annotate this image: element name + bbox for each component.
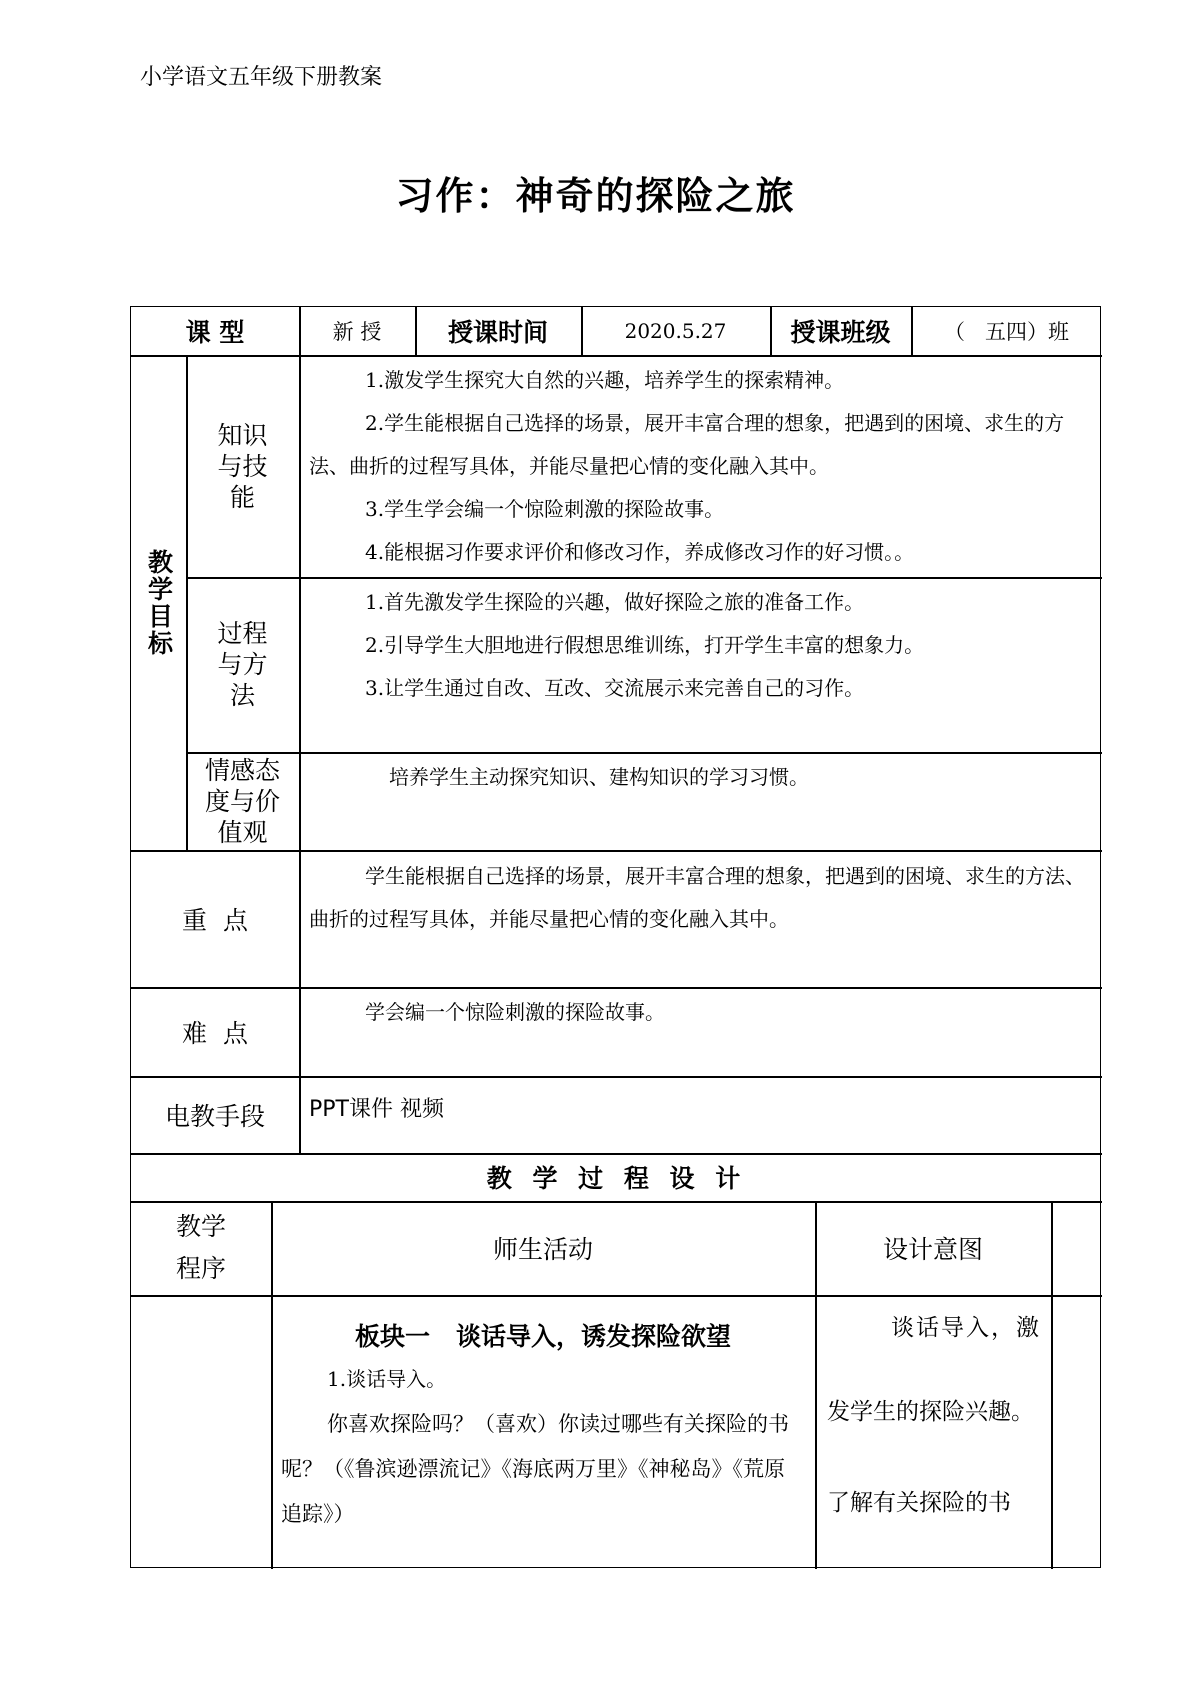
objectives-label: 教学目标	[144, 548, 174, 657]
difficulty-label: 难 点	[182, 1018, 248, 1048]
key-point-label: 重 点	[182, 905, 248, 935]
emotion-content	[299, 756, 1102, 799]
process-item: 3.让学生通过自改、互改、交流展示来完善自己的习作。	[365, 676, 865, 700]
block1-paragraph: 你喜欢探险吗？（喜欢）你读过哪些有关探险的书呢？（《鲁滨逊漂流记》《海底两万里》《神秘岛》《荒原追踪》）	[281, 1412, 789, 1526]
type-value: 新 授	[332, 320, 382, 344]
process-label: 过程与方法	[217, 619, 268, 710]
col-sequence-header: 教学程序	[175, 1212, 226, 1283]
time-value: 2020.5.27	[624, 319, 727, 343]
emotion-label: 情感态度与价值观	[204, 755, 280, 847]
knowledge-content	[299, 359, 1102, 574]
knowledge-item: 1.激发学生探究大自然的兴趣，培养学生的探索精神。	[365, 368, 845, 392]
block1-intent-line: 了解有关探险的书	[827, 1490, 1011, 1516]
class-label: 授课班级	[790, 318, 891, 347]
document-title: 习作：神奇的探险之旅	[395, 174, 796, 218]
difficulty-text: 学会编一个惊险刺激的探险故事。	[365, 1000, 665, 1024]
col-intent-header: 设计意图	[882, 1235, 983, 1264]
block1-intent-line: 谈话导入，激	[891, 1315, 1041, 1341]
block1-heading: 板块一 谈话导入，诱发探险欲望	[354, 1322, 732, 1351]
lesson-plan-table	[130, 306, 1101, 1568]
process-content	[299, 581, 1102, 710]
knowledge-item: 3.学生学会编一个惊险刺激的探险故事。	[365, 497, 725, 521]
process-design-title: 教 学 过 程 设 计	[486, 1164, 747, 1193]
emotion-text: 培养学生主动探究知识、建构知识的学习习惯。	[389, 765, 809, 789]
process-item: 2.引导学生大胆地进行假想思维训练，打开学生丰富的想象力。	[365, 633, 925, 657]
media-content: PPT课件 视频	[309, 1096, 444, 1122]
block1-intent-line: 发学生的探险兴趣。	[827, 1399, 1034, 1425]
block1-activity	[271, 1317, 815, 1537]
col-activity-header: 师生活动	[492, 1235, 593, 1264]
knowledge-item: 2.学生能根据自己选择的场景，展开丰富合理的想象，把遇到的困境、求生的方法、曲折的过程写具体，并能尽量把心情的变化融入其中。	[309, 411, 1065, 478]
block1-intent	[815, 1303, 1051, 1517]
time-label: 授课时间	[447, 318, 548, 347]
process-item: 1.首先激发学生探险的兴趣，做好探险之旅的准备工作。	[365, 590, 865, 614]
page-header: 小学语文五年级下册教案	[140, 65, 383, 90]
key-point-content	[299, 855, 1102, 941]
type-label: 课 型	[185, 318, 245, 347]
knowledge-label: 知识与技能	[217, 420, 268, 512]
knowledge-item: 4.能根据习作要求评价和修改习作，养成修改习作的好习惯。。	[365, 540, 915, 564]
media-label: 电教手段	[164, 1101, 265, 1131]
difficulty-content	[299, 991, 1102, 1034]
class-value: （ 五四）班	[943, 320, 1070, 344]
key-point-text: 学生能根据自己选择的场景，展开丰富合理的想象，把遇到的困境、求生的方法、曲折的过程写具体，并能尽量把心情的变化融入其中。	[309, 864, 1085, 931]
block1-step: 1.谈话导入。	[327, 1367, 447, 1391]
